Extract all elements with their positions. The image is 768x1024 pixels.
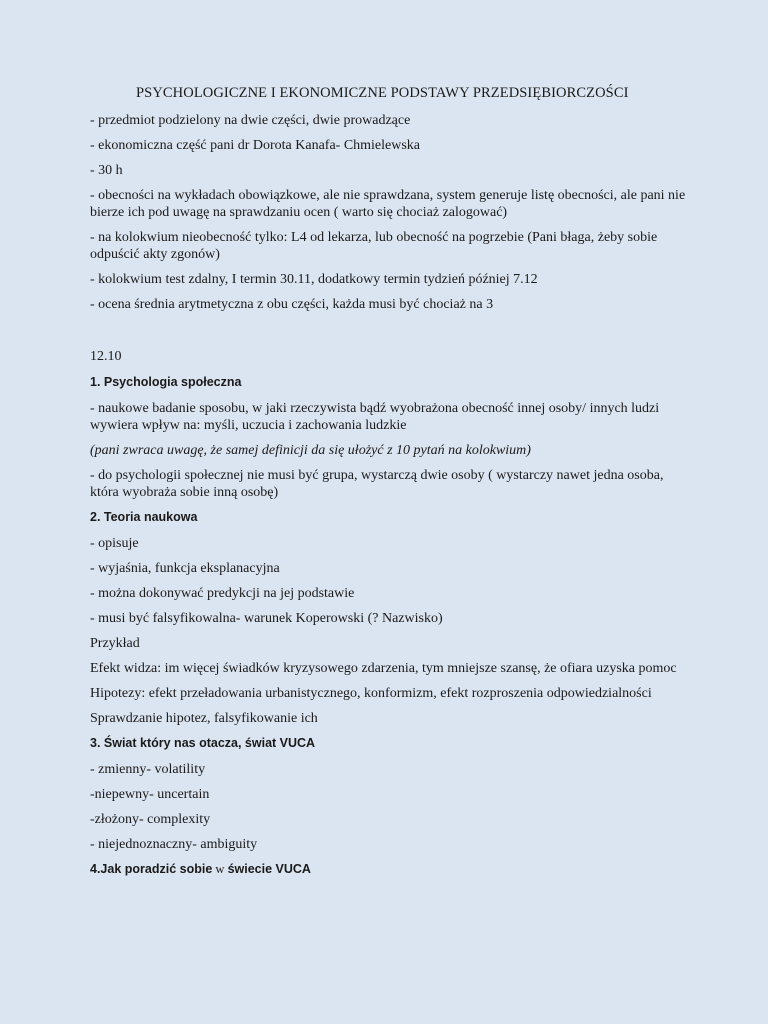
- list-item: - musi być falsyfikowalna- warunek Koperowski (? Nazwisko): [90, 611, 443, 626]
- list-item: - niejednoznaczny- ambiguity: [90, 837, 258, 852]
- list-item: - naukowe badanie sposobu, w jaki rzeczywista bądź wyobrażona obecność innej osoby/ innych ludzi wywiera wpływ na: myśli, uczucia i zachowania ludzkie: [90, 401, 660, 433]
- lecture-date: 12.10: [90, 349, 122, 364]
- intro-line: - 30 h: [90, 163, 123, 178]
- intro-line: - ocena średnia arytmetyczna z obu części, każda musi być chociaż na 3: [90, 297, 494, 312]
- intro-line: - przedmiot podzielony na dwie części, dwie prowadzące: [90, 113, 411, 128]
- document-title: PSYCHOLOGICZNE I EKONOMICZNE PODSTAWY PRZEDSIĘBIORCZOŚCI: [136, 85, 629, 101]
- list-item: Hipotezy: efekt przeładowania urbanistycznego, konformizm, efekt rozproszenia odpowiedzialności: [90, 686, 652, 701]
- section-heading-4-part-b: w: [212, 862, 228, 876]
- section-heading-4-part-c: świecie VUCA: [227, 862, 311, 876]
- list-item: -niepewny- uncertain: [90, 787, 210, 802]
- section-heading-4-part-a: 4.Jak poradzić sobie: [90, 862, 213, 876]
- section-heading-2: 2. Teoria naukowa: [90, 510, 198, 524]
- list-item: Efekt widza: im więcej świadków kryzysowego zdarzenia, tym mniejsze szansę, że ofiara uzyska pomoc: [90, 661, 677, 676]
- lecturer-note: (pani zwraca uwagę, że samej definicji da się ułożyć z 10 pytań na kolokwium): [90, 443, 531, 458]
- intro-line: - na kolokwium nieobecność tylko: L4 od lekarza, lub obecność na pogrzebie (Pani błaga, żeby sobie odpuścić akty zgonów): [90, 230, 658, 262]
- list-item: - opisuje: [90, 536, 139, 551]
- list-item: - zmienny- volatility: [90, 762, 206, 777]
- document-page: [90, 82, 690, 887]
- list-item: - do psychologii społecznej nie musi być grupa, wystarczą dwie osoby ( wystarczy nawet jedna osoba, która wyobraża sobie inną osobę): [90, 468, 664, 500]
- list-item: -złożony- complexity: [90, 812, 211, 827]
- intro-line: - ekonomiczna część pani dr Dorota Kanafa- Chmielewska: [90, 138, 421, 153]
- list-item: Przykład: [90, 636, 140, 651]
- intro-line: - obecności na wykładach obowiązkowe, ale nie sprawdzana, system generuje listę obecności, ale pani nie bierze ich pod uwagę na sprawdzaniu ocen ( warto się chociaż zalogować): [90, 188, 686, 220]
- list-item: - można dokonywać predykcji na jej podstawie: [90, 586, 355, 601]
- spacer: [90, 321, 690, 348]
- list-item: Sprawdzanie hipotez, falsyfikowanie ich: [90, 711, 318, 726]
- section-heading-1: 1. Psychologia społeczna: [90, 375, 242, 389]
- section-heading-3: 3. Świat który nas otacza, świat VUCA: [90, 736, 316, 750]
- intro-line: - kolokwium test zdalny, I termin 30.11, dodatkowy termin tydzień później 7.12: [90, 272, 538, 287]
- list-item: - wyjaśnia, funkcja eksplanacyjna: [90, 561, 280, 576]
- section-heading-4: [90, 861, 690, 878]
